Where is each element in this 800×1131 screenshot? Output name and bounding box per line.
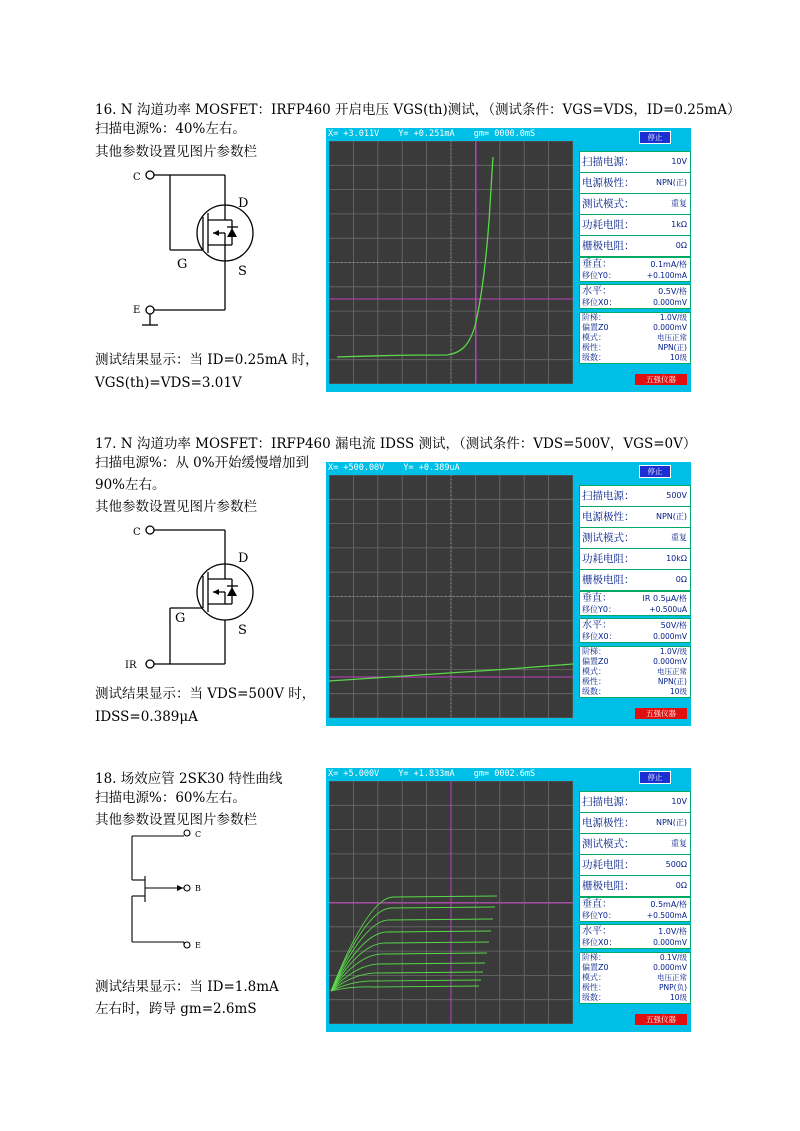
- vth-trace: [337, 157, 493, 357]
- scope-grid: [329, 475, 573, 718]
- scope-screen: [329, 141, 573, 384]
- brand-label: 五强仪器: [635, 708, 687, 719]
- gate-res-group: 栅极电阻： 0Ω: [579, 235, 691, 257]
- sweep-note-cont: 90%左右。: [95, 477, 166, 493]
- mode-group: 测试模式： 重复: [579, 193, 691, 215]
- power-res-group: 功耗电阻： 1kΩ: [579, 214, 691, 236]
- y-readout: Y= +1.833mA: [398, 769, 455, 779]
- readout-bar: [328, 768, 578, 780]
- y-readout: Y= +0.251mA: [398, 129, 455, 139]
- tester-screenshot: [326, 768, 691, 1032]
- params-note: 其他参数设置见图片参数栏: [95, 144, 257, 160]
- section-title: 18. 场效应管 2SK30 特性曲线: [95, 771, 283, 787]
- result-line-2: IDSS=0.389μA: [95, 709, 198, 725]
- y-readout: Y= +0.389uA: [403, 463, 460, 473]
- horizontal-group: 水平： 0.5V/格 移位X0： 0.000mV: [579, 284, 691, 309]
- terminal-c-label: C: [133, 172, 141, 183]
- sweep-supply-row: 扫描电源： 10V: [582, 156, 687, 168]
- sweep-note: 扫描电源%：40%左右。: [95, 121, 246, 137]
- vertical-group: 垂直： 0.1mA/格 移位Y0： +0.100mA: [579, 257, 691, 282]
- svg-text:S: S: [238, 264, 247, 279]
- scope-grid: [329, 781, 573, 1024]
- readout-bar: [328, 462, 578, 474]
- mosfet-leakage-circuit-diagram: [95, 518, 315, 698]
- svg-text:C: C: [195, 830, 202, 839]
- scope-screen: [329, 475, 573, 718]
- parameter-panel: 停止 扫描电源： 10V 电源极性： NPN(正) 测试模式： 重复 功耗电阻： 500Ω 栅极电阻： 0Ω 垂直： 0.5mA/格 移位Y0： +0.500mA 水平： 1.0V/格 移位X0： 0.000mV 阶梯： 0.1V/级 偏置Z0 0.000mV 模式： 电压正常 极性： PNP(负) 级数： 10级 五强仪器: [577, 771, 689, 1025]
- result-line-2: 左右时，跨导 gm=2.6mS: [95, 1001, 257, 1017]
- params-note: 其他参数设置见图片参数栏: [95, 499, 257, 515]
- svg-text:D: D: [238, 196, 249, 211]
- result-line-1: 测试结果显示：当 ID=0.25mA 时，: [95, 352, 319, 368]
- polarity-group: 电源极性： NPN(正): [579, 172, 691, 194]
- svg-text:E: E: [133, 305, 141, 316]
- svg-text:C: C: [133, 527, 141, 538]
- stop-button[interactable]: 停止: [639, 131, 671, 144]
- svg-text:G: G: [177, 257, 188, 272]
- gm-readout: gm= 0002.6mS: [473, 769, 536, 779]
- mosfet-circuit-diagram: [95, 165, 315, 345]
- parameter-panel: 停止 扫描电源： 500V 电源极性： NPN(正) 测试模式： 重复 功耗电阻： 10kΩ 栅极电阻： 0Ω 垂直： IR 0.5μA/格 移位Y0： +0.500uA 水平： 50V/格 移位X0： 0.000mV 阶梯： 1.0V/级 偏置Z0 0.000mV 模式： 电压正常 极性： NPN(正) 级数： 10级 五强仪器: [577, 465, 689, 719]
- scope-screen: [329, 781, 573, 1024]
- readout-bar: [328, 128, 578, 140]
- result-line-1: 测试结果显示：当 ID=1.8mA: [95, 979, 279, 995]
- svg-text:E: E: [195, 941, 201, 950]
- gm-readout: gm= 0000.0mS: [473, 129, 536, 139]
- x-readout: X= +500.00V: [328, 463, 385, 473]
- step-group: 阶梯： 1.0V/级 偏置Z0 0.000mV 模式： 电压正常 极性： NPN(正) 级数： 10级: [579, 312, 691, 364]
- stop-button[interactable]: 停止: [639, 465, 671, 478]
- result-line-1: 测试结果显示：当 VDS=500V 时，: [95, 686, 316, 702]
- x-readout: X= +3.011V: [328, 129, 380, 139]
- brand-label: 五强仪器: [635, 1014, 687, 1025]
- svg-text:D: D: [238, 551, 249, 566]
- tester-screenshot: [326, 462, 691, 726]
- supply-group: [579, 151, 691, 173]
- params-note: 其他参数设置见图片参数栏: [95, 812, 257, 828]
- section-title: 17. N 沟道功率 MOSFET：IRFP460 漏电流 IDSS 测试，（测试条件：VDS=500V，VGS=0V）: [95, 436, 697, 452]
- sweep-note: 扫描电源%：从 0%开始缓慢增加到: [95, 455, 310, 471]
- svg-text:B: B: [195, 884, 201, 893]
- scope-grid: [329, 141, 573, 384]
- svg-text:S: S: [238, 623, 247, 638]
- svg-text:IR: IR: [125, 660, 137, 671]
- tester-screenshot: [326, 128, 691, 392]
- brand-label: 五强仪器: [635, 374, 687, 385]
- section-title: 16. N 沟道功率 MOSFET：IRFP460 开启电压 VGS(th)测试，（测试条件：VGS=VDS，ID=0.25mA）: [95, 102, 741, 118]
- x-readout: X= +5.000V: [328, 769, 380, 779]
- svg-text:G: G: [175, 611, 186, 626]
- result-line-2: VGS(th)=VDS=3.01V: [95, 375, 242, 391]
- parameter-panel: [577, 131, 689, 385]
- stop-button[interactable]: 停止: [639, 771, 671, 784]
- sweep-note: 扫描电源%：60%左右。: [95, 790, 246, 806]
- characteristic-curve: [331, 942, 489, 991]
- characteristic-curve: [331, 931, 491, 991]
